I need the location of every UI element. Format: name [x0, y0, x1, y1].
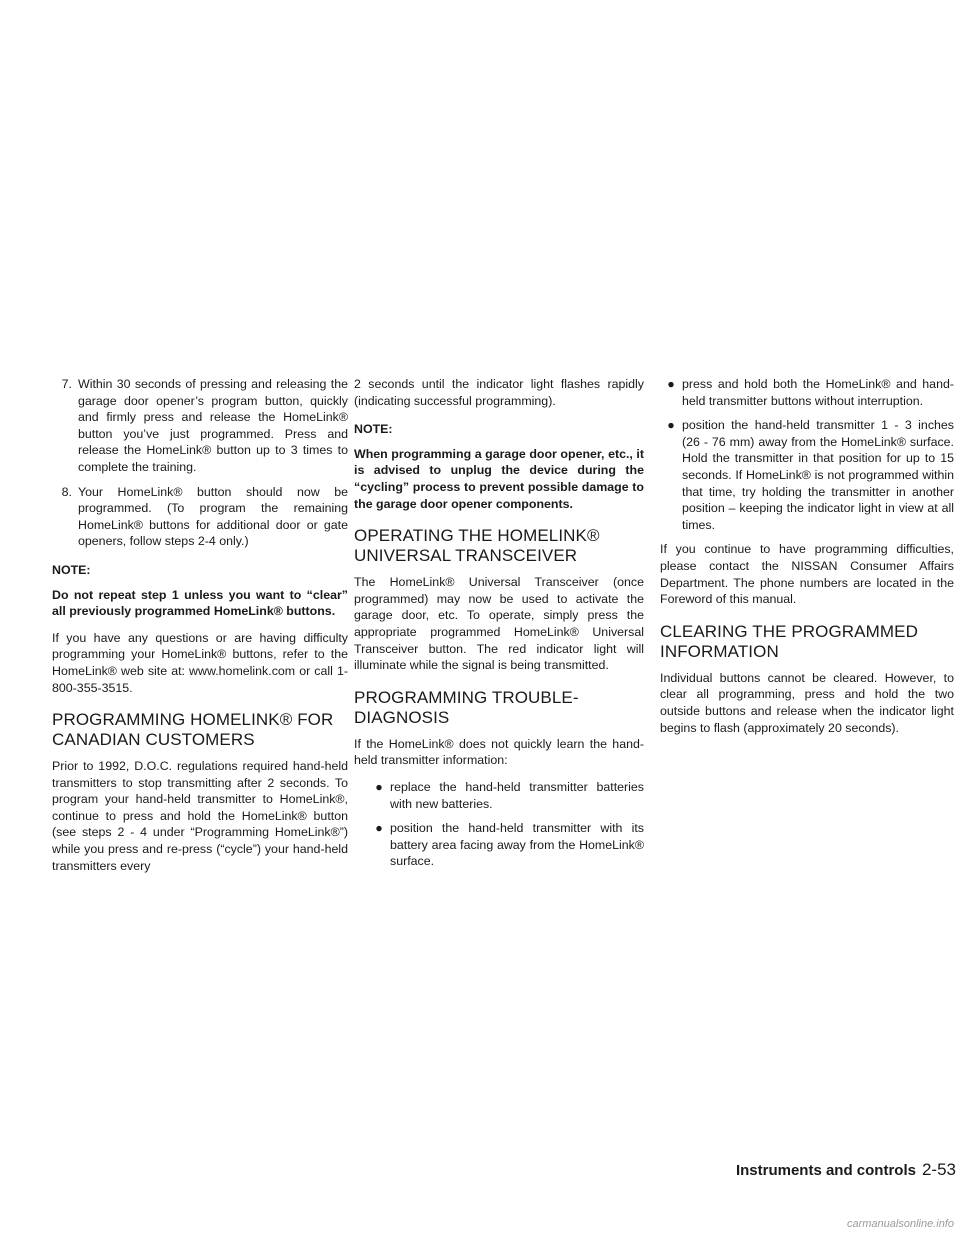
list-item [354, 820, 644, 870]
trouble-intro: If the HomeLink® does not quickly learn the hand-held transmitter information: [354, 736, 644, 768]
continued-paragraph: 2 seconds until the indicator light flashes rapidly (indicating successful programming). [354, 377, 644, 408]
step-text: Your HomeLink® button should now be programmed. (To program the remaining HomeLink® buttons for additional door or gate openers, follow steps 2-4 only.) [78, 484, 348, 549]
bullet-icon: ● [375, 779, 383, 794]
step-number: 8. [61, 484, 72, 499]
clearing-paragraph: Individual buttons cannot be cleared. However, to clear all programming, press and hold the two outside buttons and release when the indicator light begins to flash (approximately 20 seconds). [660, 670, 954, 735]
bullet-icon: ● [667, 377, 675, 391]
section-heading-operating: OPERATING THE HOMELINK® UNIVERSAL TRANSCEIVER [354, 526, 600, 566]
page-number: 2-53 [921, 1160, 956, 1179]
bullet-text: replace the hand-held transmitter batteries with new batteries. [390, 779, 644, 811]
bullet-icon: ● [667, 418, 675, 433]
step-7 [52, 376, 348, 476]
list-item [660, 417, 954, 533]
canadian-paragraph: Prior to 1992, D.O.C. regulations required hand-held transmitters to stop transmitting after 2 seconds. To program your hand-held transmitter to HomeLink®, continue to press and hold the HomeLink® button (see steps 2 - 4 under “Programming HomeLink®”) while you press and re-press (“cycle”) your hand-held transmitters every [52, 759, 348, 873]
section-heading-trouble: PROGRAMMING TROUBLE-DIAGNOSIS [354, 687, 579, 727]
operating-paragraph: The HomeLink® Universal Transceiver (once programmed) may now be used to activate the garage door, etc. To operate, simply press the appropriate programmed HomeLink® Universal Transceiver button. The red indicator light will illuminate while the signal is being transmitted. [354, 575, 644, 673]
page-footer [716, 1160, 956, 1180]
note-text: When programming a garage door opener, etc., it is advised to unplug the device during the “cycling” process to prevent possible damage to the garage door opener components. [354, 446, 644, 511]
bullet-text: position the hand-held transmitter with its battery area facing away from the HomeLink® surface. [390, 821, 644, 869]
difficulties-paragraph: If you continue to have programming difficulties, please contact the NISSAN Consumer Affairs Department. The phone numbers are located in the Foreword of this manual. [660, 542, 954, 607]
note-text: Do not repeat step 1 unless you want to “clear” all previously programmed HomeLink® buttons. [52, 587, 348, 619]
step-number: 7. [61, 377, 72, 391]
step-text: Within 30 seconds of pressing and releasing the garage door opener’s program button, quickly and firmly press and release the HomeLink® button you’ve just programmed. Press and release the HomeLink® button up to 3 times to complete the training. [78, 377, 348, 474]
note-heading: NOTE: [354, 422, 393, 437]
section-heading-canadian: PROGRAMMING HOMELINK® FOR CANADIAN CUSTOMERS [52, 710, 334, 750]
footer-section-title: Instruments and controls [735, 1162, 916, 1179]
note-heading: NOTE: [52, 562, 91, 577]
column-right [660, 376, 954, 746]
column-middle [354, 376, 644, 878]
questions-paragraph: If you have any questions or are having difficulty programming your HomeLink® buttons, refer to the HomeLink® web site at: www.homelink.com or call 1-800-355-3515. [52, 630, 348, 695]
bullet-text: press and hold both the HomeLink® and hand-held transmitter buttons without interruption. [682, 377, 954, 408]
step-8 [52, 484, 348, 550]
list-item [660, 376, 954, 409]
column-left [52, 376, 348, 884]
section-heading-clearing: CLEARING THE PROGRAMMED INFORMATION [660, 621, 918, 661]
bullet-icon: ● [375, 821, 383, 836]
list-item [354, 779, 644, 812]
bullet-text: position the hand-held transmitter 1 - 3 inches (26 - 76 mm) away from the HomeLink® surface. Hold the transmitter in that position for up to 15 seconds. If HomeLink® is not programmed within that time, try holding the transmitter in another position – keeping the indicator light in view at all times. [682, 418, 954, 532]
watermark: carmanualsonline.info [846, 1218, 954, 1230]
